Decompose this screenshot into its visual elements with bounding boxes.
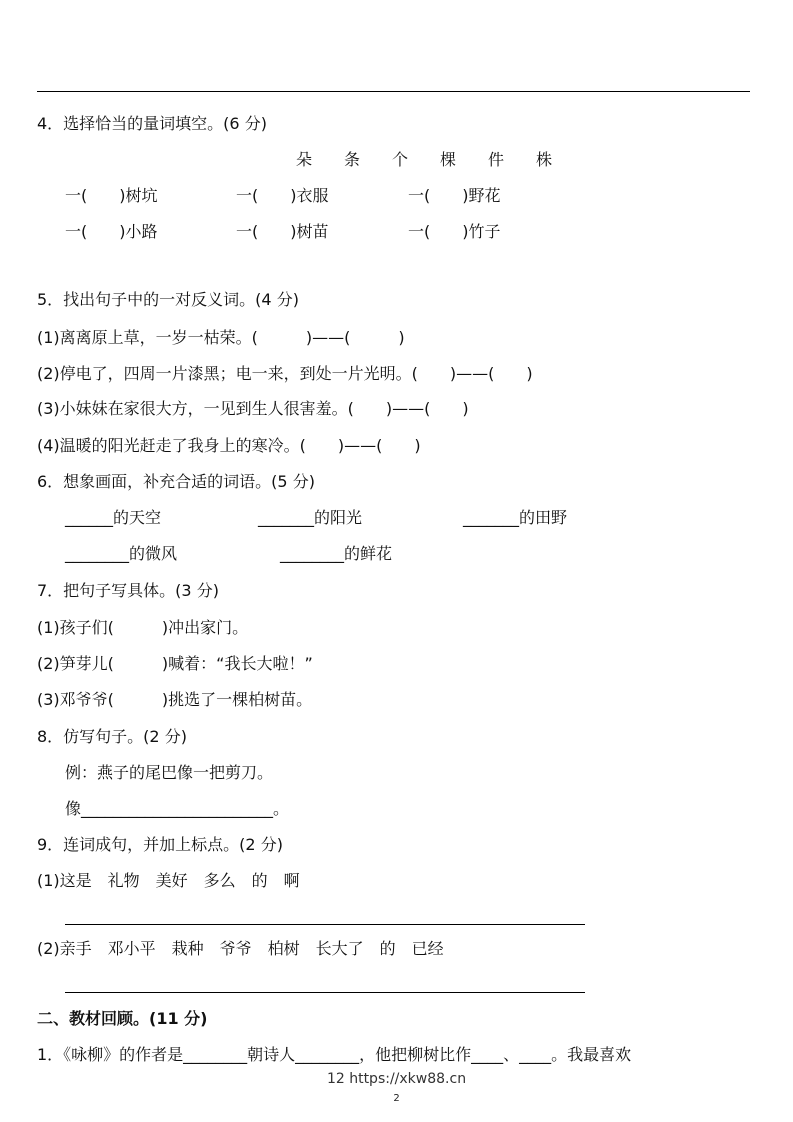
q5-item: (4)温暖的阳光赶走了我身上的寒冷。( )——( ) xyxy=(37,436,421,455)
q7-item: (3)邓爷爷( )挑选了一棵柏树苗。 xyxy=(37,690,313,709)
q9-answer-blank xyxy=(65,924,585,925)
q7-item: (2)笋芽儿( )喊着：“我长大啦！” xyxy=(37,654,313,673)
footer-watermark: 12 https://xkw88.cn xyxy=(326,1071,467,1087)
q9-title: 9．连词成句，并加上标点。(2 分) xyxy=(37,835,283,854)
q4-options: 朵 条 个 棵 件 株 xyxy=(296,150,561,169)
q7-title: 7．把句子写具体。(3 分) xyxy=(37,581,219,600)
q6-item: ________的微风 xyxy=(65,544,178,563)
q4-item: 一( )树苗 xyxy=(236,222,329,241)
q4-item: 一( )衣服 xyxy=(236,186,329,205)
q7-item: (1)孩子们( )冲出家门。 xyxy=(37,618,249,637)
section2-title: 二、教材回顾。(11 分) xyxy=(37,1009,208,1028)
q5-item: (2)停电了，四周一片漆黑；电一来，到处一片光明。( )——( ) xyxy=(37,364,533,383)
q4-item: 一( )竹子 xyxy=(408,222,501,241)
q9-item: (2)亲手 邓小平 栽种 爷爷 柏树 长大了 的 已经 xyxy=(37,939,444,958)
q5-item: (1)离离原上草，一岁一枯荣。( )——( ) xyxy=(37,328,405,347)
q5-title: 5．找出句子中的一对反义词。(4 分) xyxy=(37,290,299,309)
q6-title: 6．想象画面，补充合适的词语。(5 分) xyxy=(37,472,315,491)
q6-item: _______的阳光 xyxy=(258,508,363,527)
q5-item: (3)小妹妹在家很大方，一见到生人很害羞。( )——( ) xyxy=(37,399,469,418)
q4-title: 4．选择恰当的量词填空。(6 分) xyxy=(37,114,267,133)
q6-item: _______的田野 xyxy=(463,508,568,527)
top-rule xyxy=(37,91,750,92)
q4-item: 一( )小路 xyxy=(65,222,158,241)
q8-title: 8．仿写句子。(2 分) xyxy=(37,727,187,746)
q8-answer-line: 像________________________。 xyxy=(65,799,290,818)
q8-example: 例：燕子的尾巴像一把剪刀。 xyxy=(65,763,274,782)
q6-item: ________的鲜花 xyxy=(280,544,393,563)
q6-item: ______的天空 xyxy=(65,508,162,527)
q4-item: 一( )树坑 xyxy=(65,186,158,205)
page-number: 2 xyxy=(393,1093,400,1104)
q9-item: (1)这是 礼物 美好 多么 的 啊 xyxy=(37,871,300,890)
section2-q1: 1．《咏柳》的作者是________朝诗人________，他把柳树比作____、____。我最喜欢 xyxy=(37,1045,632,1064)
q4-item: 一( )野花 xyxy=(408,186,501,205)
q9-answer-blank xyxy=(65,992,585,993)
